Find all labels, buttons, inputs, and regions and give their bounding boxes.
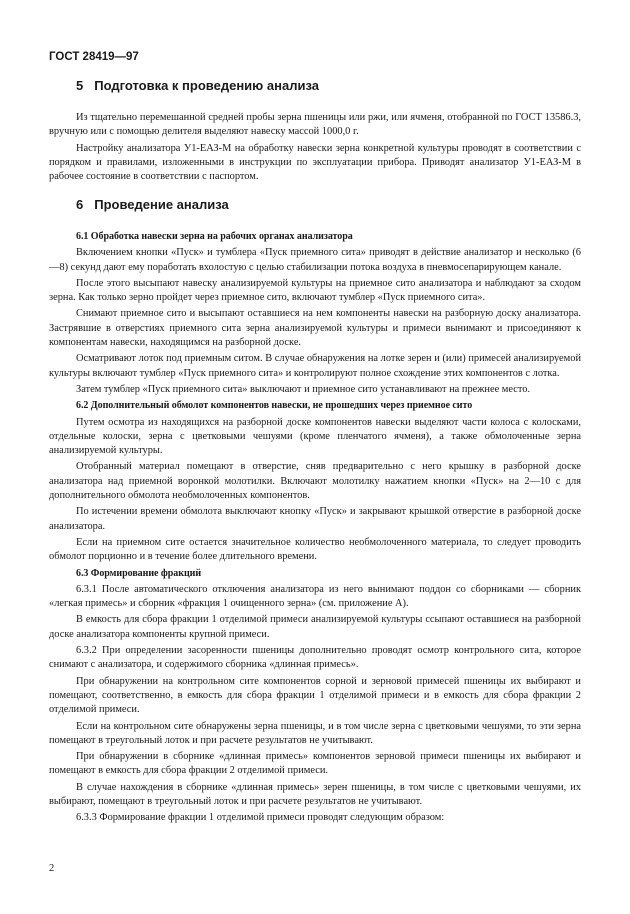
paragraph: В случае нахождения в сборнике «длинная примесь» зерен пшеницы, в том числе с цветковыми чешуями, их выбирают, помещают в треугольный лоток и при расчете результатов не учитывают. xyxy=(49,781,581,807)
paragraph: 6.3.3 Формирование фракции 1 отделимой примеси проводят следующим образом: xyxy=(76,812,445,824)
paragraph: Осматривают лоток под приемным ситом. В случае обнаружения на лотке зерен и (или) примесей анализируемой культуры включают тумблер «Пуск приемного сита» и контролируют полное схождение этих компонентов с лотка. xyxy=(49,353,581,379)
section-6-number: 6 xyxy=(76,197,84,212)
paragraph: Если на контрольном сите обнаружены зерна пшеницы, и в том числе зерна с цветковыми чешуями, то эти зерна помещают в треугольный лоток и при расчете результатов не учитывают. xyxy=(49,720,581,746)
document-header: ГОСТ 28419—97 xyxy=(49,51,139,63)
paragraph: Настройку анализатора У1-ЕАЗ-М на обработку навески зерна конкретной культуры проводят в соответствии с порядком и правилами, изложенными в инструкции по эксплуатации прибора. Приводят анализатор У1-ЕАЗ-М в рабочее состояние в соответствии с паспортом. xyxy=(49,142,581,183)
section-5-heading xyxy=(76,79,319,93)
subsection-6-1-heading: 6.1 Обработка навески зерна на рабочих органах анализатора xyxy=(76,231,353,242)
paragraph: Затем тумблер «Пуск приемного сита» выключают и приемное сито устанавливают на прежнее место. xyxy=(76,383,531,395)
section-5-title: Подготовка к проведению анализа xyxy=(94,78,319,93)
subsection-6-2-heading: 6.2 Дополнительный обмолот компонентов навески, не прошедших через приемное сито xyxy=(76,400,473,412)
section-6-title: Проведение анализа xyxy=(94,197,229,212)
page-number: 2 xyxy=(49,863,55,874)
section-5-body xyxy=(49,111,581,186)
section-6-body xyxy=(49,230,581,828)
section-5-number: 5 xyxy=(76,78,84,93)
paragraph: Путем осмотра из находящихся на разборной доске компонентов навески выделяют части колоса с колосками, отдельные колоски, зерна с цветковыми чешуями (кроме пленчатого ячменя), а также обмолоченные зерна анализируемой культуры. xyxy=(49,416,581,457)
paragraph: 6.3.1 После автоматического отключения анализатора из него вынимают поддон со сборниками — сборник «легкая примесь» и сборник «фракция 1 очищенного зерна» (см. приложение А). xyxy=(49,583,581,610)
paragraph: Включением кнопки «Пуск» и тумблера «Пуск приемного сита» приводят в действие анализатор и несколько (6—8) секунд дают ему поработать вхолостую с целью стабилизации потока воздуха в пневмосепарирующем канале. xyxy=(49,247,581,273)
paragraph: При обнаружении на контрольном сите компонентов сорной и зерновой примесей пшеницы их выбирают и помещают, соответственно, в емкость для сбора фракции 1 отделимой примеси и в емкость для сбора фракции 2 отделимой примеси. xyxy=(49,675,581,716)
subsection-6-3-heading: 6.3 Формирование фракций xyxy=(76,567,202,579)
paragraph: Отобранный материал помещают в отверстие, сняв предварительно с него крышку в разборной доске анализатора над приемной воронкой молотилки. Включают молотилку нажатием кнопки «Пуск» на 2—10 с для дополнительного обмолота необмолоченных компонентов. xyxy=(49,461,581,502)
paragraph: Если на приемном сите остается значительное количество необмолоченного материала, то следует проводить обмолот порционно и в течение более длительного времени. xyxy=(49,536,581,563)
paragraph: При обнаружении в сборнике «длинная примесь» компонентов зерновой примеси пшеницы их выбирают и помещают в емкость для сбора фракции 2 отделимой примеси. xyxy=(49,751,581,777)
paragraph: После этого высыпают навеску анализируемой культуры на приемное сито анализатора и наблюдают за сходом зерна. Как только зерно пройдет через приемное сито, включают тумблер «Пуск приемного сита». xyxy=(49,277,581,304)
paragraph: 6.3.2 При определении засоренности пшеницы дополнительно проводят осмотр контрольного сита, которое снимают с анализатора, и содержимого сборника «длинная примесь». xyxy=(49,645,581,671)
paragraph: Из тщательно перемешанной средней пробы зерна пшеницы или ржи, или ячменя, отобранной по ГОСТ 13586.3, вручную или с помощью делителя выделяют навеску массой 1000,0 г. xyxy=(49,112,581,138)
paragraph: В емкость для сбора фракции 1 отделимой примеси анализируемой культуры ссыпают оставшиеся на разборной доске анализатора компоненты крупной примеси. xyxy=(49,614,581,640)
paragraph: По истечении времени обмолота выключают кнопку «Пуск» и закрывают крышкой отверстие в разборной доске анализатора. xyxy=(49,506,581,532)
paragraph: Снимают приемное сито и высыпают оставшиеся на нем компоненты навески на разборную доску анализатора. Застрявшие в отверстиях приемного сита зерна анализируемой культуры и примеси вынимают и присоединяют к компонентам навески, находящимся на разборной доске. xyxy=(49,308,581,349)
section-6-heading xyxy=(76,198,229,212)
